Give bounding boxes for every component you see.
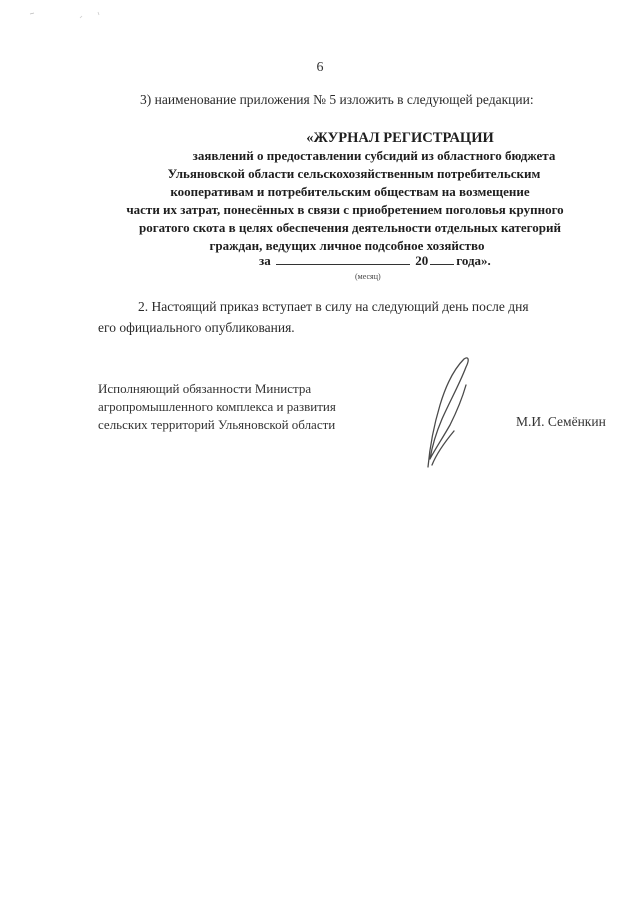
journal-title-line: кооперативам и потребительским обществам на возмещение xyxy=(170,184,530,199)
signatory-line: агропромышленного комплекса и развития xyxy=(98,399,336,414)
handwritten-signature xyxy=(420,355,480,470)
journal-title-line: граждан, ведущих личное подсобное хозяйство xyxy=(209,238,485,253)
journal-title-line: рогатого скота в целях обеспечения деятельности отдельных категорий xyxy=(139,220,561,235)
journal-title-line: части их затрат, понесённых в связи с приобретением поголовья крупного xyxy=(126,202,564,217)
journal-title-line: заявлений о предоставлении субсидий из областного бюджета xyxy=(192,148,556,163)
signer-name: М.И. Семёнкин xyxy=(516,414,606,429)
page-number: 6 xyxy=(316,60,324,75)
month-hint: (месяц) xyxy=(355,272,381,281)
item-2-text xyxy=(98,296,610,338)
year-prefix: 20 xyxy=(415,253,429,268)
journal-title-block xyxy=(80,129,600,255)
signatory-line: Исполняющий обязанности Министра xyxy=(98,381,312,396)
period-suffix: года». xyxy=(456,253,491,268)
signatory-line: сельских территорий Ульяновской области xyxy=(98,417,336,432)
item-3-text: 3) наименование приложения № 5 изложить в следующей редакции: xyxy=(140,92,534,107)
signatory-title xyxy=(98,380,336,434)
journal-title-line: Ульяновской области сельскохозяйственным потребительским xyxy=(167,166,541,181)
item-2-line: 2. Настоящий приказ вступает в силу на следующий день после дня xyxy=(138,299,529,314)
period-line xyxy=(259,252,491,269)
year-blank xyxy=(430,252,454,265)
scan-artifact-marks xyxy=(20,6,120,26)
period-prefix: за xyxy=(259,253,271,268)
journal-title-line: «ЖУРНАЛ РЕГИСТРАЦИИ xyxy=(306,130,494,146)
item-2-line: его официального опубликования. xyxy=(98,320,295,335)
month-blank xyxy=(276,252,410,265)
